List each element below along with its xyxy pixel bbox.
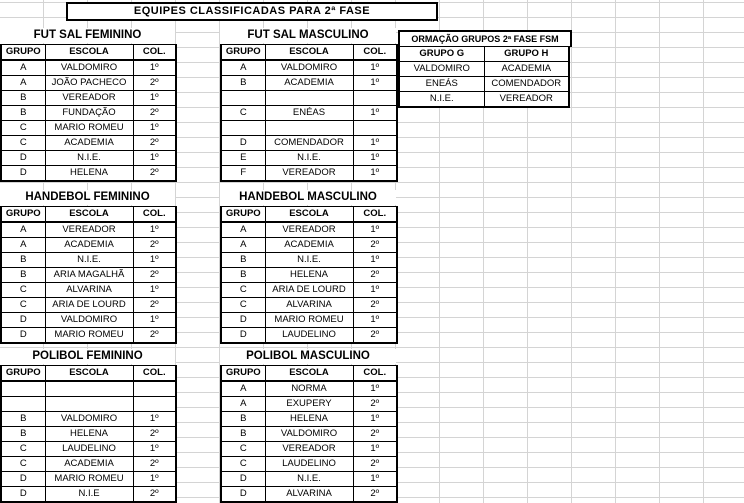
table-row: [221, 283, 397, 298]
table-row: [221, 457, 397, 472]
cell-col[interactable]: 1º: [353, 151, 397, 166]
cell-grupo-g[interactable]: ENEÁS: [399, 77, 484, 92]
cell-escola[interactable]: JOÃO PACHECO: [45, 76, 133, 91]
table-row: [221, 298, 397, 313]
table-row: [1, 457, 176, 472]
cell-grupo[interactable]: D: [221, 472, 265, 487]
col-header-escola[interactable]: ESCOLA: [45, 366, 133, 382]
table-row: [221, 412, 397, 427]
table-row: [221, 381, 397, 397]
cell-col[interactable]: 2º: [353, 397, 397, 412]
cell-col[interactable]: [353, 91, 397, 106]
cell-grupo[interactable]: A: [221, 381, 265, 397]
cell-escola[interactable]: EXUPERY: [265, 397, 353, 412]
cell-col[interactable]: 2º: [353, 487, 397, 503]
table-row: [1, 76, 176, 91]
table-row: [221, 76, 397, 91]
cell-col[interactable]: 1º: [353, 442, 397, 457]
cell-escola[interactable]: NORMA: [265, 381, 353, 397]
col-header-grupo[interactable]: GRUPO: [221, 366, 265, 382]
cell-col[interactable]: [133, 381, 176, 397]
cell-col[interactable]: 2º: [353, 427, 397, 442]
cell-col[interactable]: 1º: [353, 106, 397, 121]
col-header-col[interactable]: COL.: [133, 366, 176, 382]
cell-grupo[interactable]: C: [1, 442, 45, 457]
table-row: [1, 60, 176, 76]
cell-escola[interactable]: VALDOMIRO: [45, 313, 133, 328]
cell-col[interactable]: 1º: [353, 166, 397, 182]
cell-col[interactable]: 1º: [133, 283, 176, 298]
col-header-col[interactable]: COL.: [353, 366, 397, 382]
cell-escola[interactable]: HELENA: [265, 268, 353, 283]
col-header-col[interactable]: COL.: [133, 45, 176, 61]
cell-grupo[interactable]: A: [221, 60, 265, 76]
cell-grupo[interactable]: B: [1, 106, 45, 121]
cell-grupo[interactable]: A: [1, 222, 45, 238]
cell-col[interactable]: 2º: [133, 166, 176, 182]
cell-escola[interactable]: VEREADOR: [265, 166, 353, 182]
cell-grupo[interactable]: B: [221, 76, 265, 91]
cell-col[interactable]: 1º: [353, 253, 397, 268]
table-row: [221, 106, 397, 121]
cell-col[interactable]: 2º: [133, 268, 176, 283]
cell-grupo[interactable]: D: [1, 166, 45, 182]
table-row: [1, 427, 176, 442]
cell-grupo[interactable]: C: [1, 457, 45, 472]
table-row: [1, 151, 176, 166]
cell-col[interactable]: 1º: [133, 121, 176, 136]
cell-escola[interactable]: ARIA DE LOURD: [45, 298, 133, 313]
cell-escola[interactable]: LAUDELINO: [265, 328, 353, 344]
cell-col[interactable]: 2º: [133, 238, 176, 253]
cell-col[interactable]: 2º: [133, 487, 176, 503]
table-row: [1, 298, 176, 313]
cell-grupo[interactable]: A: [221, 397, 265, 412]
cell-grupo[interactable]: C: [1, 121, 45, 136]
table-row: [221, 397, 397, 412]
table-row: [221, 253, 397, 268]
table-row: [221, 487, 397, 503]
cell-escola[interactable]: ALVARINA: [265, 298, 353, 313]
table-row: [1, 121, 176, 136]
table-row: [221, 427, 397, 442]
col-header-grupo[interactable]: GRUPO: [1, 366, 45, 382]
cell-col[interactable]: 2º: [133, 328, 176, 344]
cell-grupo[interactable]: [1, 381, 45, 397]
cell-escola[interactable]: COMENDADOR: [265, 136, 353, 151]
cell-grupo-h[interactable]: COMENDADOR: [484, 77, 569, 92]
cell-grupo[interactable]: C: [1, 298, 45, 313]
cell-escola[interactable]: VALDOMIRO: [45, 412, 133, 427]
cell-grupo[interactable]: B: [221, 412, 265, 427]
cell-grupo-h[interactable]: VEREADOR: [484, 92, 569, 108]
cell-escola[interactable]: N.I.E.: [45, 253, 133, 268]
cell-grupo[interactable]: B: [221, 268, 265, 283]
cell-escola[interactable]: N.I.E: [45, 487, 133, 503]
futsal-masculino-table: [220, 44, 398, 182]
cell-col[interactable]: 1º: [133, 91, 176, 106]
cell-escola[interactable]: VEREADOR: [45, 222, 133, 238]
table-row: [221, 60, 397, 76]
cell-col[interactable]: 1º: [353, 76, 397, 91]
handebol-feminino-title[interactable]: HANDEBOL FEMININO: [0, 190, 175, 205]
table-row: [1, 283, 176, 298]
col-header-grupo[interactable]: GRUPO: [1, 45, 45, 61]
cell-escola[interactable]: ENÉAS: [265, 106, 353, 121]
col-header-col[interactable]: COL.: [353, 45, 397, 61]
cell-grupo[interactable]: A: [221, 222, 265, 238]
col-header-escola[interactable]: ESCOLA: [265, 366, 353, 382]
cell-grupo[interactable]: D: [221, 136, 265, 151]
cell-col[interactable]: 1º: [133, 412, 176, 427]
cell-escola[interactable]: MARIO ROMEU: [265, 313, 353, 328]
table-row: [1, 106, 176, 121]
cell-col[interactable]: [133, 397, 176, 412]
cell-col[interactable]: 1º: [353, 472, 397, 487]
cell-grupo[interactable]: E: [221, 151, 265, 166]
futsal-masculino-title[interactable]: FUT SAL MASCULINO: [220, 28, 396, 43]
table-row: [221, 238, 397, 253]
table-row: [1, 328, 176, 344]
cell-grupo[interactable]: [221, 121, 265, 136]
table-row: [1, 397, 176, 412]
table-row: [221, 91, 397, 106]
table-row: [221, 151, 397, 166]
table-row: [221, 328, 397, 344]
table-row: [221, 268, 397, 283]
cell-escola[interactable]: VALDOMIRO: [265, 427, 353, 442]
table-row: [1, 166, 176, 182]
cell-col[interactable]: 1º: [133, 472, 176, 487]
cell-col[interactable]: [353, 121, 397, 136]
col-header-escola[interactable]: ESCOLA: [45, 45, 133, 61]
col-header-col[interactable]: COL.: [133, 207, 176, 223]
cell-escola[interactable]: FUNDAÇÃO: [45, 106, 133, 121]
cell-grupo[interactable]: B: [221, 253, 265, 268]
cell-escola[interactable]: N.I.E.: [265, 151, 353, 166]
cell-col[interactable]: 1º: [353, 283, 397, 298]
cell-grupo[interactable]: D: [1, 313, 45, 328]
cell-grupo[interactable]: B: [1, 91, 45, 106]
table-row: [221, 166, 397, 182]
table-row: [221, 472, 397, 487]
table-row: [1, 487, 176, 503]
col-header-grupo[interactable]: GRUPO: [1, 207, 45, 223]
cell-grupo[interactable]: C: [221, 298, 265, 313]
cell-col[interactable]: 1º: [353, 60, 397, 76]
cell-escola[interactable]: HELENA: [265, 412, 353, 427]
cell-escola[interactable]: [45, 397, 133, 412]
table-row: [1, 313, 176, 328]
cell-col[interactable]: 2º: [353, 457, 397, 472]
cell-col[interactable]: 1º: [133, 60, 176, 76]
cell-escola[interactable]: ACADEMIA: [45, 457, 133, 472]
cell-escola[interactable]: ARIA MAGALHÃ: [45, 268, 133, 283]
cell-escola[interactable]: MARIO ROMEU: [45, 121, 133, 136]
cell-col[interactable]: 1º: [353, 136, 397, 151]
cell-grupo[interactable]: D: [1, 151, 45, 166]
handebol-feminino-table: [0, 206, 177, 344]
cell-escola[interactable]: VEREADOR: [45, 91, 133, 106]
cell-escola[interactable]: [45, 381, 133, 397]
cell-col[interactable]: 1º: [133, 313, 176, 328]
col-header-escola[interactable]: ESCOLA: [265, 207, 353, 223]
table-row: [399, 92, 569, 108]
table-row: [221, 222, 397, 238]
table-row: [221, 136, 397, 151]
cell-grupo[interactable]: F: [221, 166, 265, 182]
table-row: [1, 222, 176, 238]
cell-grupo[interactable]: D: [1, 328, 45, 344]
cell-col[interactable]: 1º: [353, 222, 397, 238]
cell-grupo[interactable]: [1, 397, 45, 412]
table-row: [221, 121, 397, 136]
cell-col[interactable]: 1º: [353, 412, 397, 427]
cell-grupo[interactable]: B: [1, 268, 45, 283]
col-header-escola[interactable]: ESCOLA: [265, 45, 353, 61]
col-header-grupo[interactable]: GRUPO: [221, 207, 265, 223]
table-row: [1, 136, 176, 151]
cell-grupo[interactable]: A: [1, 76, 45, 91]
cell-col[interactable]: 2º: [133, 457, 176, 472]
futsal-feminino-title[interactable]: FUT SAL FEMININO: [0, 28, 175, 43]
cell-escola[interactable]: N.I.E.: [45, 151, 133, 166]
cell-col[interactable]: 2º: [353, 268, 397, 283]
cell-col[interactable]: 1º: [133, 151, 176, 166]
cell-grupo[interactable]: B: [1, 412, 45, 427]
cell-grupo[interactable]: D: [221, 313, 265, 328]
cell-escola[interactable]: ARIA DE LOURD: [265, 283, 353, 298]
cell-escola[interactable]: ACADEMIA: [45, 238, 133, 253]
table-row: [1, 91, 176, 106]
cell-col[interactable]: 2º: [133, 427, 176, 442]
cell-escola[interactable]: MARIO ROMEU: [45, 328, 133, 344]
col-header-grupo[interactable]: GRUPO: [221, 45, 265, 61]
cell-grupo[interactable]: A: [1, 238, 45, 253]
cell-escola[interactable]: [265, 91, 353, 106]
cell-col[interactable]: 1º: [353, 381, 397, 397]
cell-grupo[interactable]: D: [1, 487, 45, 503]
cell-col[interactable]: 2º: [353, 328, 397, 344]
cell-grupo[interactable]: C: [221, 442, 265, 457]
cell-escola[interactable]: [265, 121, 353, 136]
table-row: [221, 442, 397, 457]
cell-col[interactable]: 1º: [353, 313, 397, 328]
cell-col[interactable]: 2º: [133, 298, 176, 313]
col-header-grupo-h[interactable]: GRUPO H: [484, 47, 569, 62]
table-row: [399, 77, 569, 92]
cell-col[interactable]: 2º: [353, 298, 397, 313]
cell-grupo[interactable]: C: [1, 283, 45, 298]
cell-escola[interactable]: VALDOMIRO: [45, 60, 133, 76]
cell-escola[interactable]: HELENA: [45, 166, 133, 182]
table-row: [1, 238, 176, 253]
table-row: [1, 472, 176, 487]
cell-escola[interactable]: ACADEMIA: [45, 136, 133, 151]
cell-escola[interactable]: N.I.E.: [265, 472, 353, 487]
col-header-col[interactable]: COL.: [353, 207, 397, 223]
cell-grupo[interactable]: D: [1, 472, 45, 487]
futsal-feminino-table: [0, 44, 177, 182]
table-row: [1, 412, 176, 427]
cell-escola[interactable]: ACADEMIA: [265, 76, 353, 91]
cell-grupo-g[interactable]: N.I.E.: [399, 92, 484, 108]
cell-escola[interactable]: LAUDELINO: [45, 442, 133, 457]
cell-grupo[interactable]: B: [1, 427, 45, 442]
cell-escola[interactable]: VALDOMIRO: [265, 60, 353, 76]
cell-col[interactable]: 1º: [133, 222, 176, 238]
table-row: [221, 313, 397, 328]
cell-col[interactable]: 1º: [133, 442, 176, 457]
cell-grupo[interactable]: C: [221, 283, 265, 298]
cell-grupo[interactable]: A: [1, 60, 45, 76]
table-row: [1, 442, 176, 457]
table-row: [1, 253, 176, 268]
cell-grupo[interactable]: D: [221, 487, 265, 503]
handebol-masculino-title[interactable]: HANDEBOL MASCULINO: [220, 190, 396, 205]
cell-escola[interactable]: ALVARINA: [265, 487, 353, 503]
table-row: [1, 268, 176, 283]
cell-escola[interactable]: LAUDELINO: [265, 457, 353, 472]
cell-grupo[interactable]: C: [1, 136, 45, 151]
cell-grupo-h[interactable]: ACADEMIA: [484, 62, 569, 77]
cell-col[interactable]: 2º: [133, 136, 176, 151]
cell-grupo[interactable]: A: [221, 238, 265, 253]
col-header-grupo-g[interactable]: GRUPO G: [399, 47, 484, 62]
table-row: [1, 381, 176, 397]
cell-col[interactable]: 2º: [353, 238, 397, 253]
polibol-feminino-title[interactable]: POLIBOL FEMININO: [0, 349, 175, 364]
cell-escola[interactable]: VEREADOR: [265, 442, 353, 457]
cell-escola[interactable]: N.I.E.: [265, 253, 353, 268]
cell-escola[interactable]: HELENA: [45, 427, 133, 442]
cell-grupo-g[interactable]: VALDOMIRO: [399, 62, 484, 77]
col-header-escola[interactable]: ESCOLA: [45, 207, 133, 223]
cell-grupo[interactable]: D: [221, 328, 265, 344]
cell-grupo[interactable]: C: [221, 457, 265, 472]
cell-escola[interactable]: ACADEMIA: [265, 238, 353, 253]
cell-grupo[interactable]: C: [221, 106, 265, 121]
table-row: [399, 62, 569, 77]
handebol-masculino-table: [220, 206, 398, 344]
cell-escola[interactable]: VEREADOR: [265, 222, 353, 238]
polibol-masculino-table: [220, 365, 398, 503]
polibol-masculino-title[interactable]: POLIBOL MASCULINO: [220, 349, 396, 364]
cell-col[interactable]: 1º: [133, 253, 176, 268]
cell-col[interactable]: 2º: [133, 76, 176, 91]
cell-escola[interactable]: MARIO ROMEU: [45, 472, 133, 487]
cell-grupo[interactable]: [221, 91, 265, 106]
sheet-title[interactable]: EQUIPES CLASSIFICADAS PARA 2ª FASE: [66, 2, 438, 21]
cell-grupo[interactable]: B: [221, 427, 265, 442]
cell-col[interactable]: 2º: [133, 106, 176, 121]
cell-grupo[interactable]: B: [1, 253, 45, 268]
cell-escola[interactable]: ALVARINA: [45, 283, 133, 298]
groups-gh-title[interactable]: ORMAÇÃO GRUPOS 2ª FASE FSM: [398, 30, 572, 47]
groups-gh-table: [398, 46, 570, 108]
polibol-feminino-table: [0, 365, 177, 503]
